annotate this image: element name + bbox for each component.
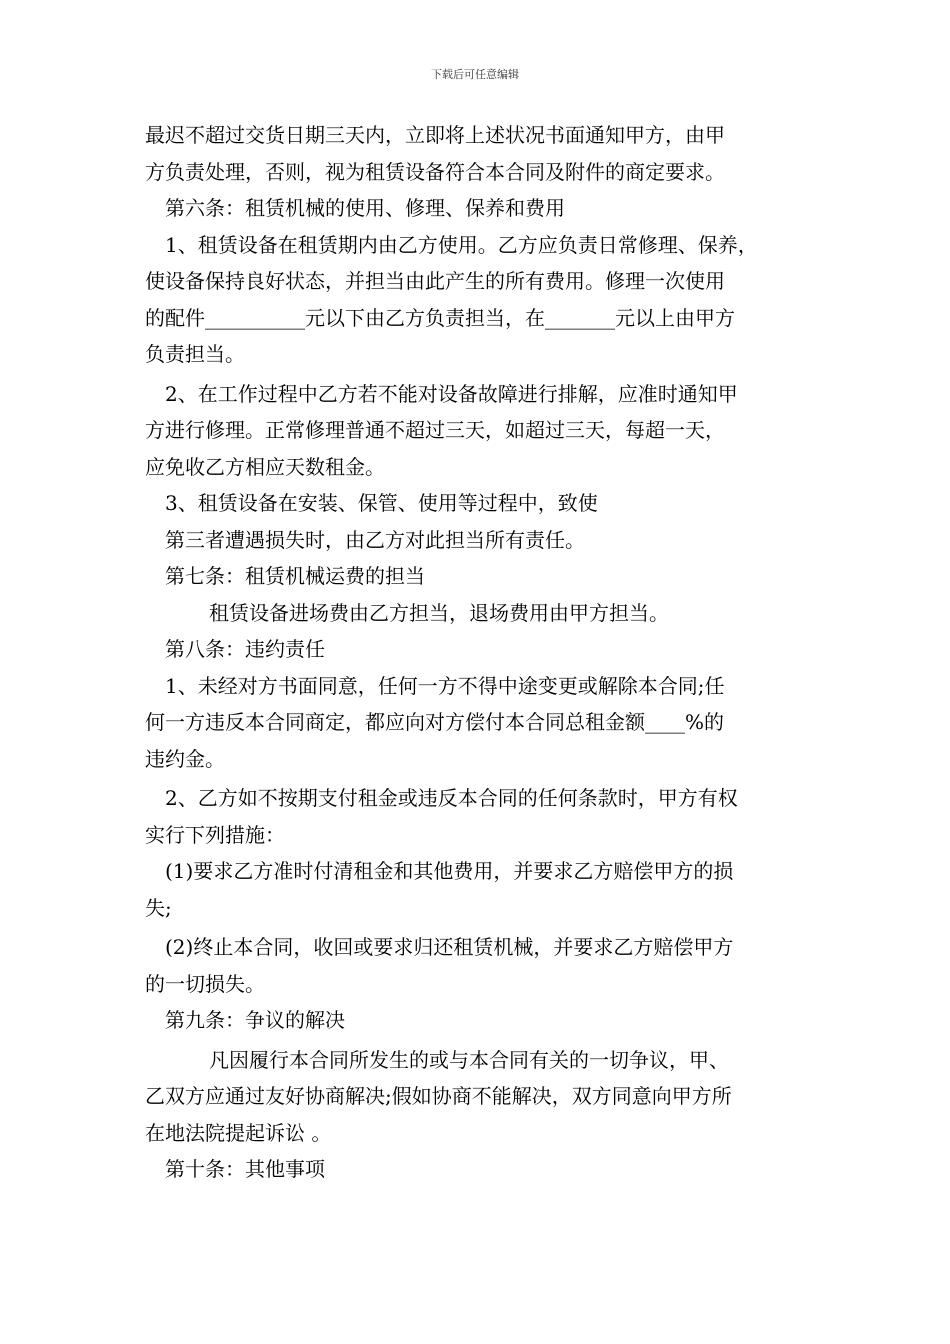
paragraph-line: 2、在工作过程中乙方若不能对设备故障进行排解，应准时通知甲: [165, 381, 738, 406]
paragraph-line: 的配件__________元以下由乙方负责担当，在_______元以上由甲方: [145, 305, 735, 330]
paragraph-line: 方负责处理，否则，视为租赁设备符合本合同及附件的商定要求。: [145, 159, 725, 184]
paragraph-line: 失;: [145, 895, 172, 920]
paragraph-line: 最迟不超过交货日期三天内，立即将上述状况书面通知甲方，由甲: [145, 123, 725, 147]
paragraph-line: 1、租赁设备在租赁期内由乙方使用。乙方应负责日常修理、保养，: [165, 232, 758, 257]
paragraph-line: 的一切损失。: [145, 971, 265, 996]
paragraph-line: 实行下列措施：: [145, 822, 285, 847]
article-heading: 第八条：违约责任: [165, 637, 325, 661]
paragraph-line: 使设备保持良好状态，并担当由此产生的所有费用。修理一次使用: [145, 269, 725, 293]
paragraph-line: 1、未经对方书面同意，任何一方不得中途变更或解除本合同;任: [165, 673, 725, 698]
paragraph-line: 方进行修理。正常修理普通不超过三天，如超过三天，每超一天，: [145, 418, 725, 442]
article-heading: 第七条：租赁机械运费的担当: [165, 564, 425, 588]
paragraph-line: 3、租赁设备在安装、保管、使用等过程中，致使: [165, 491, 598, 515]
page-header: 下载后可任意编辑: [431, 68, 519, 81]
paragraph-line: 何一方违反本合同商定，都应向对方偿付本合同总租金额____%的: [145, 710, 725, 734]
paragraph-line: 负责担当。: [145, 342, 245, 366]
paragraph-line: 租赁设备进场费由乙方担当，退场费用由甲方担当。: [209, 600, 669, 625]
paragraph-line: 2、乙方如不按期支付租金或违反本合同的任何条款时，甲方有权: [165, 786, 738, 810]
paragraph-line: (1)要求乙方准时付清租金和其他费用，并要求乙方赔偿甲方的损: [165, 859, 734, 883]
article-heading: 第九条：争议的解决: [165, 1008, 345, 1032]
document-body: [145, 117, 810, 1188]
article-heading: 第十条：其他事项: [165, 1157, 325, 1181]
paragraph-line: 应免收乙方相应天数租金。: [145, 454, 385, 479]
paragraph-line: 乙双方应通过友好协商解决;假如协商不能解决，双方同意向甲方所: [145, 1084, 732, 1108]
paragraph-line: 在地法院提起诉讼 。: [145, 1120, 332, 1145]
article-heading: 第六条：租赁机械的使用、修理、保养和费用: [165, 196, 565, 220]
paragraph-line: 第三者遭遇损失时，由乙方对此担当所有责任。: [165, 527, 585, 552]
paragraph-line: 违约金。: [145, 746, 225, 771]
paragraph-line: 凡因履行本合同所发生的或与本合同有关的一切争议，甲、: [209, 1047, 729, 1072]
paragraph-line: (2)终止本合同，收回或要求归还租赁机械，并要求乙方赔偿甲方: [165, 935, 734, 959]
